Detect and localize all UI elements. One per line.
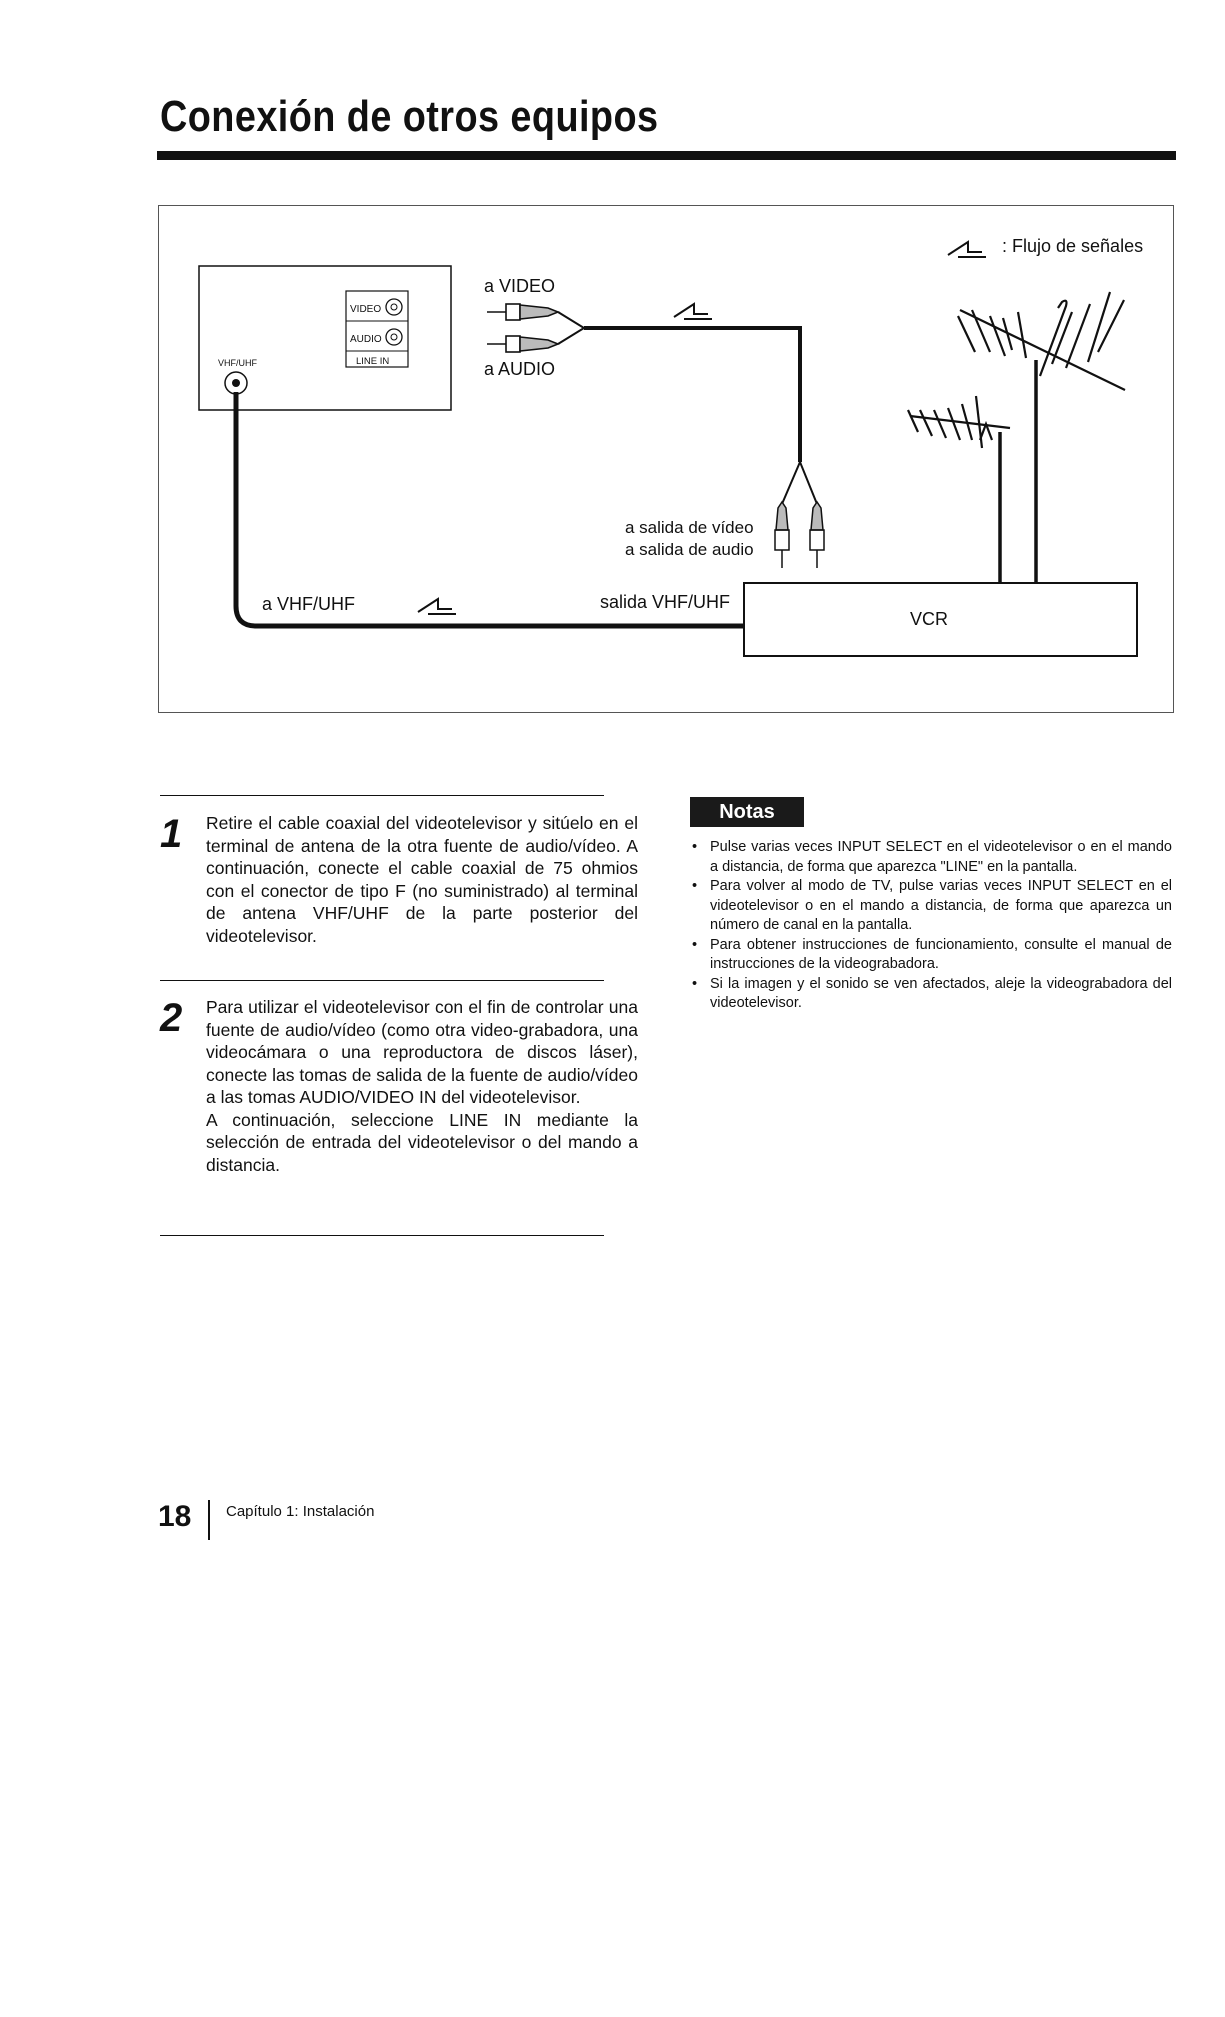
legend-label: : Flujo de señales [1002, 236, 1144, 256]
step-2 [160, 996, 640, 1206]
step-number: 1 [160, 812, 183, 856]
to-video-label: a VIDEO [484, 276, 556, 296]
step-paragraph: Para utilizar el videotelevisor con el fin de controlar una fuente de audio/vídeo (como otra video-grabadora, una videocámara o una reproductora de discos láser), conecte las tomas de salida de la fuente de audio/vídeo a las tomas AUDIO/VIDEO IN del videotelevisor. [206, 997, 638, 1107]
page-number: 18 [158, 1500, 192, 1533]
note-item: • Pulse varias veces INPUT SELECT en el videotelevisor o en el mando a distancia, de forma que aparezca "LINE" en la pantalla. [692, 838, 1172, 877]
notes-heading: Notas [690, 797, 804, 827]
vhf-uhf-out-label: salida VHF/UHF [600, 592, 731, 612]
step-2-rule [160, 980, 604, 981]
signal-flow-icon [674, 304, 712, 319]
audio-jack-label: AUDIO [350, 334, 382, 345]
note-item: • Para volver al modo de TV, pulse varias veces INPUT SELECT en el videotelevisor o en el mando a distancia, de forma que aparezca un número de canal en la pantalla. [692, 877, 1172, 936]
video-jack-icon [386, 299, 402, 315]
to-audio-label: a AUDIO [484, 359, 556, 379]
uhf-antenna-icon [908, 396, 1010, 583]
connection-diagram [0, 0, 1225, 760]
line-in-label: LINE IN [356, 356, 390, 367]
step-paragraph: Retire el cable coaxial del videotelevisor y sitúelo en el terminal de antena de la otra fuente de audio/vídeo. A continuación, conecte el cable coaxial de 75 ohmios con el conector de tipo F (no suministrado) al terminal de antena VHF/UHF de la parte posterior del videotelevisor. [206, 813, 638, 946]
signal-flow-icon [418, 599, 456, 614]
signal-flow-icon [948, 242, 986, 257]
audio-out-label: a salida de audio [625, 540, 754, 559]
step-text [206, 996, 638, 1176]
video-plug-icon [487, 304, 558, 320]
audio-plug-icon [487, 336, 558, 352]
step-paragraph: A continuación, seleccione LINE IN mediante la selección de entrada del videotelevisor o del mando a distancia. [206, 1109, 638, 1175]
video-jack-label: VIDEO [350, 304, 382, 315]
notes-list [692, 838, 1172, 1014]
chapter-label: Capítulo 1: Instalación [226, 1503, 375, 1520]
coax-cable [236, 392, 744, 626]
av-cable [584, 328, 800, 462]
step-end-rule [160, 1235, 604, 1236]
note-item: • Para obtener instrucciones de funcionamiento, consulte el manual de instrucciones de la videograbadora. [692, 936, 1172, 975]
tv-rear-panel [199, 266, 451, 410]
vhf-antenna-icon [958, 292, 1125, 583]
note-item: • Si la imagen y el sonido se ven afectados, aleje la videograbadora del videotelevisor. [692, 975, 1172, 1014]
step-1-rule [160, 795, 604, 796]
page-title: Conexión de otros equipos [160, 92, 659, 141]
vcr-label: VCR [909, 609, 949, 629]
to-vhf-uhf-label: a VHF/UHF [262, 594, 356, 614]
footer-divider [208, 1500, 210, 1540]
video-out-label: a salida de vídeo [625, 518, 754, 537]
step-text [206, 812, 638, 947]
audio-jack-icon [386, 329, 402, 345]
vhf-uhf-terminal-label: VHF/UHF [218, 358, 257, 368]
audio-out-plug-icon [810, 502, 824, 568]
video-out-plug-icon [775, 502, 789, 568]
step-number: 2 [160, 996, 183, 1040]
step-1 [160, 812, 640, 962]
